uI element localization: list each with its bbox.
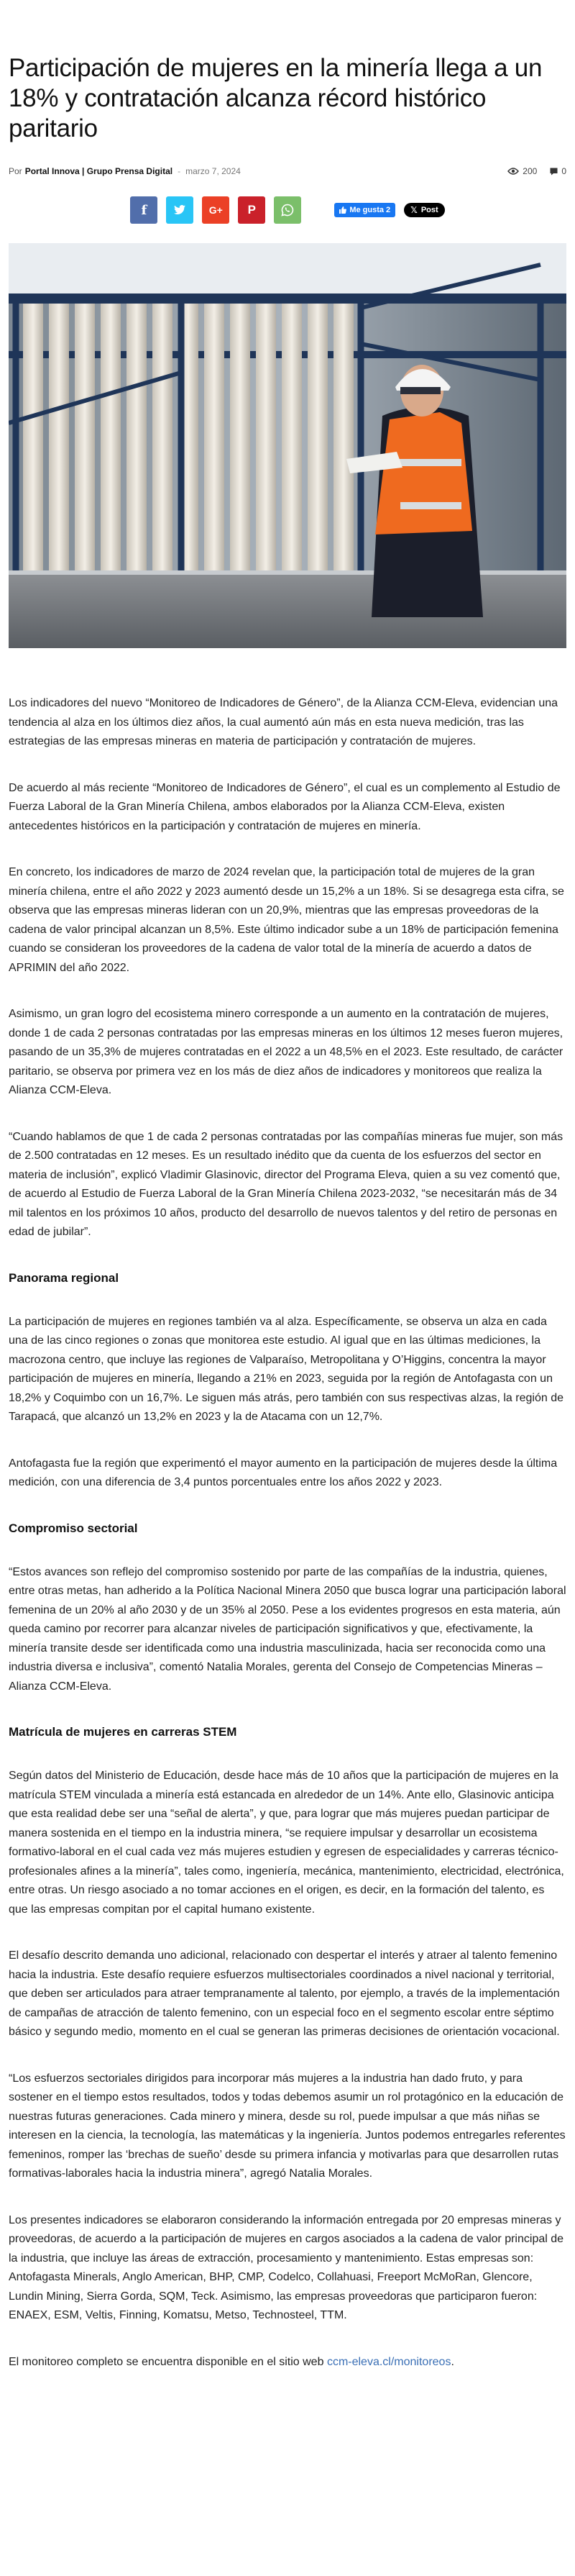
paragraph: De acuerdo al más reciente “Monitoreo de Indicadores de Género”, el cual es un complemento al Estudio de Fuerza Laboral de la Gran Minería Chilena, ambos elaborados por la Alianza CCM-Eleva, existen antecedentes históricos en la participación y contratación de mujeres en minería. (9, 781, 561, 832)
like-label: Me gusta 2 (349, 206, 391, 214)
final-text: El monitoreo completo se encuentra disponible en el sitio web (9, 2355, 324, 2368)
google-share-button[interactable] (202, 196, 229, 224)
eye-icon (507, 168, 519, 175)
article-body (9, 694, 566, 2372)
section-heading: Matrícula de mujeres en carreras STEM (9, 1725, 237, 1739)
pinterest-share-button[interactable] (238, 196, 265, 224)
twitter-share-button[interactable] (166, 196, 193, 224)
views-stat (507, 166, 537, 176)
comments-stat[interactable] (550, 166, 566, 176)
paragraph: Antofagasta fue la región que experimentó el mayor aumento en la participación de mujeres desde la última medición, con una diferencia de 3,4 puntos porcentuales entre los años 2022 y 2023. (9, 1457, 558, 1488)
paragraph: Según datos del Ministerio de Educación, desde hace más de 10 años que la participación de mujeres en la matrícula STEM vinculada a minería está estancada en alrededor de un 14%. Ante ello, Glasinovic anticipa que esta realidad debe ser una “señal de alerta”, y que, para lograr que más mujeres puedan participar de manera sostenida en el tiempo en la industria minera, “se requiere impulsar y desarrollar un ecosistema formativo-laboral en el cual cada vez más mujeres estudien y egresen de especialidades y carreras técnico-profesionales afines a la minería”, tales como, ingeniería, mecánica, mantenimiento, electricidad, electrónica, entre otras. Un riesgo asociado a no tomar acciones en el origen, es decir, en la formación del talento, es que las empresas compitan por el capital humano existente. (9, 1770, 564, 1916)
paragraph: Asimismo, un gran logro del ecosistema minero corresponde a un aumento en la contratación de mujeres, donde 1 de cada 2 personas contratadas por las empresas mineras en los últimos 12 meses fueron mujeres, pasando de un 35,3% de mujeres contratadas en el 2022 a un 48,5% en el 2023. Este resultado, de carácter paritario, se observa por primera vez en los más de diez años de indicadores y monitoreos que realiza la Alianza CCM-Eleva. (9, 1008, 564, 1096)
facebook-like-button[interactable] (334, 203, 395, 217)
paragraph: “Los esfuerzos sectoriales dirigidos para incorporar más mujeres a la industria han dado fruto, y para sostener en el tiempo estos resultados, todos y todas debemos asumir un rol protagónico en la educación de nuestras futuras generaciones. Cada minero y minera, desde su rol, puede impulsar a que más niñas se interesen en la ciencia, la tecnología, las matemáticas y la ingeniería. Juntos podemos entregarles referentes femeninos, romper las ‘brechas de sueño’ desde su primera infancia y motivarlas para que desarrollen rutas formativas-laborales hacia la industria minera”, agregó Natalia Morales. (9, 2072, 566, 2180)
x-post-button[interactable] (404, 203, 445, 217)
author-link[interactable]: Portal Innova | Grupo Prensa Digital (24, 166, 173, 176)
share-bar (0, 196, 575, 224)
x-logo-icon: 𝕏 (410, 205, 418, 215)
by-label: Por (9, 166, 22, 176)
facebook-icon: f (141, 202, 147, 218)
paragraph: El desafío descrito demanda uno adicional, relacionado con despertar el interés y atraer al talento femenino hacia la industria. Este desafío requiere esfuerzos multisectoriales coordinados a nivel nacional y territorial, que deben ser articulados para atraer tempranamente al talento, por ejemplo, a través de la implementación de campañas de atracción de talento femenino, con un especial foco en el segmento escolar entre séptimo básico y segundo medio, momento en el cual se generan las primeras decisiones de orientación vocacional. (9, 1949, 560, 2038)
paragraph: La participación de mujeres en regiones también va al alza. Específicamente, se observa un alza en cada una de las cinco regiones o zonas que monitorea este estudio. Al igual que en las últimas mediciones, la macrozona centro, que incluye las regiones de Valparaíso, Metropolitana y O’Higgins, concentra la mayor participación de mujeres en minería, llegando a 21% en 2023, seguida por la región de Antofagasta con un 18,2% y Coquimbo con un 16,7%. Le siguen más atrás, pero también con sus respectivas alzas, la región de Tarapacá, que alcanzó un 13,2% en 2023 y la de Atacama con un 12,7%. (9, 1315, 564, 1423)
facebook-share-button[interactable] (130, 196, 157, 224)
paragraph: Los presentes indicadores se elaboraron considerando la información entregada por 20 empresas mineras y proveedoras, de acuerdo a la participación de mujeres en cargos asociados a la cadena de valor principal de la industria, que incluye las áreas de extracción, procesamiento y mantenimiento. Estas empresas son: Antofagasta Minerals, Anglo American, BHP, CMP, Codelco, Collahuasi, Freeport McMoRan, Glencore, Lundin Mining, Sierra Gorda, SQM, Teck. Asimismo, las empresas proveedoras que participaron fueron: ENAEX, ESM, Veltis, Finning, Komatsu, Metso, Technosteel, TTM. (9, 2213, 564, 2321)
article-hero-image (9, 243, 566, 648)
comment-icon (550, 168, 558, 176)
section-heading: Compromiso sectorial (9, 1521, 138, 1535)
views-count: 200 (523, 166, 538, 176)
paragraph: “Estos avances son reflejo del compromiso sostenido por parte de las compañías de la industria, quienes, entre otras metas, han adherido a la Política Nacional Minera 2050 que busca lograr una participación laboral femenina de un 20% al año 2030 y de un 35% al 2050. Pese a los evidentes progresos en esta materia, aún queda camino por recorrer para alcanzar niveles de participación significativos y que, efectivamente, la minería transite desde ser identificada como una industria masculinizada, hacia ser reconocida como una industria diversa e inclusiva”, comentó Natalia Morales, gerenta del Consejo de Competencias Mineras – Alianza CCM-Eleva. (9, 1565, 566, 1693)
section-heading: Panorama regional (9, 1270, 119, 1285)
paragraph: “Cuando hablamos de que 1 de cada 2 personas contratadas por las compañías mineras fue mujer, son más de 2.500 contratadas en 12 meses. Es un resultado inédito que da cuenta de los esfuerzos del sector en materia de inclusión”, explicó Vladimir Glasinovic, director del Programa Eleva, quien a su vez comentó que, de acuerdo al Estudio de Fuerza Laboral de la Gran Minería Chilena 2023-2032, “se necesitarán más de 34 mil talentos en los próximos 10 años, producto del desarrollo de nuevos talentos y del retiro de personas en edad de jubilar”. (9, 1130, 564, 1238)
pinterest-icon: P (247, 203, 256, 217)
whatsapp-share-button[interactable] (274, 196, 301, 224)
whatsapp-icon (281, 204, 294, 217)
comments-count: 0 (561, 166, 566, 176)
thumbs-up-icon (339, 206, 346, 214)
monitoreos-link[interactable]: ccm-eleva.cl/monitoreos (326, 2355, 451, 2368)
paragraph: Los indicadores del nuevo “Monitoreo de Indicadores de Género”, de la Alianza CCM-Eleva, evidencian una tendencia al alza en los últimos diez años, la cual aumentó aún más en esta nueva medición, tras las estrategias de las empresas mineras en materia de participación y contratación de mujeres. (9, 697, 558, 747)
article-stats (507, 166, 566, 176)
publish-date: marzo 7, 2024 (185, 166, 241, 176)
final-period: . (451, 2355, 454, 2368)
paragraph-final (9, 2353, 566, 2372)
paragraph: En concreto, los indicadores de marzo de 2024 revelan que, la participación total de mujeres de la gran minería chilena, entre el año 2022 y 2023 aumentó desde un 15,2% a un 18%. Si se desagrega esta cifra, se observa que las empresas mineras lideran con un 20,9%, mientras que las empresas proveedoras de la cadena de valor principal alcanzan un 8,5%. Este último indicador sube a un 18% de participación femenina cuando se consideran los proveedores de la cadena de valor total de la minería de acuerdo a datos de APRIMIN del año 2022. (9, 866, 564, 974)
article-meta (9, 164, 566, 178)
article-title: Participación de mujeres en la minería llega a un 18% y contratación alcanza récord histórico paritario (9, 54, 543, 142)
google-plus-icon: G+ (208, 204, 223, 216)
meta-separator: - (178, 166, 181, 176)
twitter-icon (174, 205, 185, 215)
post-label: Post (420, 206, 438, 214)
